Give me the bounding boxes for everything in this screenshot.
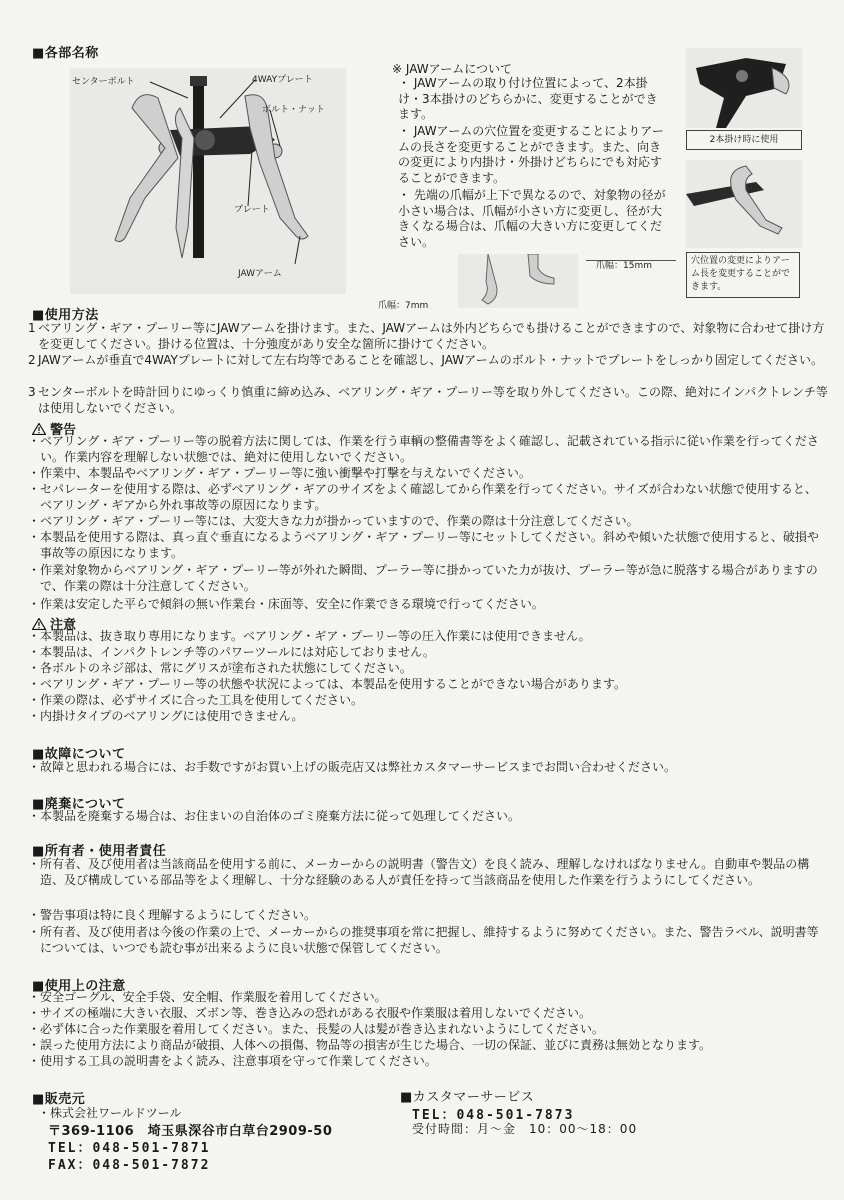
caution-item-text: 作業の際は、必ずサイズに合った工具を使用してください。 [40, 693, 364, 707]
caution-item-text: 各ボルトのネジ部は、常にグリスが塗布された状態にしてください。 [40, 661, 412, 675]
usage-section-title: ■ 使用方法 [32, 304, 99, 323]
usage-step-number: 2 [28, 353, 36, 367]
seller-company: ・株式会社ワールドツール [38, 1106, 182, 1120]
usage-note-item: ・ 必ず体に合った作業服を着用してください。また、長髪の人は髪が巻き込まれないようにしてください。 [28, 1022, 605, 1036]
usage-note-text: サイズの極端に大きい衣服、ズボン等、巻き込みの恐れがある衣服や作業服は着用しないでください。 [40, 1006, 592, 1020]
warning-item-text: 本製品を使用する際は、真っ直ぐ垂直になるようベアリング・ギア・プーリー等にセットしてください。斜めや傾いた状態で使用すると、破損や事故等の原因になります。 [40, 530, 819, 560]
usage-step [28, 385, 828, 416]
warning-item: ・ 本製品を使用する際は、真っ直ぐ垂直になるようベアリング・ギア・プーリー等にセットしてください。斜めや傾いた状態で使用すると、破損や事故等の原因になります。 [28, 530, 819, 560]
usage-note-text: 必ず体に合った作業服を着用してください。また、長髪の人は髪が巻き込まれないようにしてください。 [40, 1022, 605, 1036]
label-plate: プレート [234, 205, 270, 215]
caution-item: ・ 本製品は、抜き取り専用になります。ベアリング・ギア・プーリー等の圧入作業には使用できません。 [28, 629, 591, 643]
failure-section-title: ■ 故障について [32, 743, 126, 762]
caution-item: ・ 本製品は、インパクトレンチ等のパワーツールには対応しておりません。 [28, 645, 435, 659]
usage-note-item: ・ 使用する工具の説明書をよく読み、注意事項を守って作業してください。 [28, 1054, 437, 1068]
claw-width-photo [458, 254, 578, 308]
warning-item-text: 作業対象物からベアリング・ギア・プーリー等が外れた瞬間、プーラー等に掛かっていた力が抜け、プーラー等が急に脱落する場合がありますので、作業の際は十分注意してください。 [40, 563, 818, 593]
seller-address: 〒369-1106 埼玉県深谷市白草台2909-50 [48, 1124, 333, 1139]
disposal-section-title: ■ 廃棄について [32, 793, 126, 812]
hole-position-photo [686, 160, 802, 248]
seller-fax: FAX：048-501-7872 [48, 1158, 211, 1173]
caution-item: ・ 各ボルトのネジ部は、常にグリスが塗布された状態にしてください。 [28, 661, 412, 675]
customer-hours: 受付時間：月～金 10：00～18：00 [412, 1122, 638, 1136]
warning-item: ・ 作業対象物からベアリング・ギア・プーリー等が外れた瞬間、プーラー等に掛かっていた力が抜け、プーラー等が急に脱落する場合がありますので、作業の際は十分注意してください。 [28, 563, 818, 593]
caution-title: 注意 [50, 618, 77, 633]
warning-item: ・ セパレーターを使用する際は、必ずベアリング・ギアのサイズをよく確認してから作業を行ってください。サイズが合わない状態で使用すると、ベアリング・ギアから外れ事故等の原因になります。 [28, 482, 817, 512]
puller-diagram [70, 68, 346, 294]
usage-step [28, 353, 828, 369]
usage-step-number: 1 [28, 321, 36, 335]
warning-item: ・ 作業は安定した平らで傾斜の無い作業台・床面等、安全に作業できる環境で行ってください。 [28, 597, 544, 611]
usage-step-text: ベアリング・ギア・プーリー等にJAWアームを掛けます。また、JAWアームは外内どちらでも掛けることができますので、対象物に合わせて掛け方を変更してください。掛ける位置は、十分強度があり安全な箇所に掛けてください。 [38, 321, 825, 351]
warning-item-text: ベアリング・ギア・プーリー等には、大変大きな力が掛かっていますので、作業の際は十分注意してください。 [40, 514, 639, 528]
owner-item-text: 所有者、及び使用者は当該商品を使用する前に、メーカーからの説明書（警告文）を良く読み、理解しなければなりません。自動車や製品の構造、及び構成している部品等をよく理解し、十分な経験のある人が責任を持って当該商品を使用した作業を行うようにしてください。 [40, 857, 810, 887]
usage-step-text: JAWアームが垂直で4WAYプレートに対して左右均等であることを確認し、JAWアームのボルト・ナットでプレートをしっかり固定してください。 [38, 353, 824, 367]
usage-note-text: 安全ゴーグル、安全手袋、安全帽、作業服を着用してください。 [40, 990, 387, 1004]
disposal-item: ・ 本製品を廃棄する場合は、お住まいの自治体のゴミ廃棄方法に従って処理してください。 [28, 809, 521, 823]
usage-note-item: ・ サイズの極端に大きい衣服、ズボン等、巻き込みの恐れがある衣服や作業服は着用しないでください。 [28, 1006, 592, 1020]
two-hook-photo [686, 48, 802, 128]
two-hook-caption: 2本掛け時に使用 [686, 130, 802, 150]
failure-item: ・ 故障と思われる場合には、お手数ですがお買い上げの販売店又は弊社カスタマーサービスまでお問い合わせください。 [28, 760, 677, 774]
disposal-item-text: 本製品を廃棄する場合は、お住まいの自治体のゴミ廃棄方法に従って処理してください。 [40, 809, 521, 823]
caution-item-text: 内掛けタイプのベアリングには使用できません。 [40, 709, 304, 723]
usage-note-text: 使用する工具の説明書をよく読み、注意事項を守って作業してください。 [40, 1054, 437, 1068]
label-bolt-nut: ボルト・ナット [262, 105, 325, 115]
seller-tel: TEL：048-501-7871 [48, 1141, 211, 1156]
hole-position-caption: 穴位置の変更によりアーム長を変更することができます。 [686, 252, 800, 298]
usage-note-item: ・ 安全ゴーグル、安全手袋、安全帽、作業服を着用してください。 [28, 990, 387, 1004]
owner-section-title: ■ 所有者・使用者責任 [32, 840, 166, 859]
caution-item: ・ ベアリング・ギア・プーリー等の状態や状況によっては、本製品を使用することができない場合があります。 [28, 677, 626, 691]
usage-notes-section-title: ■ 使用上の注意 [32, 975, 126, 994]
owner-item: ・ 所有者、及び使用者は当該商品を使用する前に、メーカーからの説明書（警告文）を良く読み、理解しなければなりません。自動車や製品の構造、及び構成している部品等をよく理解し、十分な経験のある人が責任を持って当該商品を使用した作業を行うようにしてください。 [28, 857, 810, 887]
warning-item: ・ ベアリング・ギア・プーリー等には、大変大きな力が掛かっていますので、作業の際は十分注意してください。 [28, 514, 639, 528]
label-jaw-arm: JAWアーム [238, 269, 282, 279]
caution-item-text: 本製品は、インパクトレンチ等のパワーツールには対応しておりません。 [40, 645, 435, 659]
failure-item-text: 故障と思われる場合には、お手数ですがお買い上げの販売店又は弊社カスタマーサービスまでお問い合わせください。 [40, 760, 677, 774]
usage-note-item: ・ 誤った使用方法により商品が破損、人体への損傷、物品等の損害が生じた場合、一切の保証、並びに責務は無効となります。 [28, 1038, 712, 1052]
usage-note-text: 誤った使用方法により商品が破損、人体への損傷、物品等の損害が生じた場合、一切の保証、並びに責務は無効となります。 [40, 1038, 712, 1052]
usage-step-text: センターボルトを時計回りにゆっくり慎重に締め込み、ベアリング・ギア・プーリー等を取り外してください。この際、絶対にインパクトレンチ等は使用しないでください。 [38, 385, 828, 415]
jaw-note-title: ※ JAWアームについて [392, 62, 513, 76]
caution-item-text: 本製品は、抜き取り専用になります。ベアリング・ギア・プーリー等の圧入作業には使用できません。 [40, 629, 591, 643]
claw-illustration [458, 254, 578, 308]
warning-item-text: 作業中、本製品やベアリング・ギア・プーリー等に強い衝撃や打撃を与えないでください。 [40, 466, 531, 480]
claw-7-label: 爪幅：7mm [378, 301, 429, 311]
seller-section-title: ■ 販売元 [32, 1088, 85, 1107]
jaw-note-item: ・ JAWアームの穴位置を変更することによりアームの長さを変更することができます。また、向きの変更により内掛け・外掛けどちらにでも対応することができます。 [398, 124, 664, 185]
owner-item: ・ 所有者、及び使用者は今後の作業の上で、メーカーからの推奨事項を常に把握し、維持するように努めてください。また、警告ラベル、説明書等については、いつでも読む事が出来るように良い状態で保管してください。 [28, 925, 819, 955]
caution-item: ・ 作業の際は、必ずサイズに合った工具を使用してください。 [28, 693, 364, 707]
customer-section-title: ■ カスタマーサービス [400, 1086, 534, 1105]
warning-item: ・ 作業中、本製品やベアリング・ギア・プーリー等に強い衝撃や打撃を与えないでください。 [28, 466, 531, 480]
jaw-note-item: ・ JAWアームの取り付け位置によって、2本掛け・3本掛けのどちらかに、変更することができます。 [398, 76, 658, 121]
warning-title: 警告 [50, 423, 77, 438]
jaw-note-item: ・ 先端の爪幅が上下で異なるので、対象物の径が小さい場合は、爪幅が小さい方に変更し、径が大きくなる場合は、爪幅の大きい方に変更してください。 [398, 188, 666, 249]
label-center-bolt: センターボルト [72, 77, 135, 87]
warning-item-text: 作業は安定した平らで傾斜の無い作業台・床面等、安全に作業できる環境で行ってください。 [40, 597, 544, 611]
customer-tel: TEL：048-501-7873 [412, 1108, 575, 1123]
warning-item: ・ ベアリング・ギア・プーリー等の脱着方法に関しては、作業を行う車輌の整備書等をよく確認し、記載されている指示に従い作業を行ってください。作業内容を理解しない状態では、絶対に使用しないでください。 [28, 434, 819, 464]
usage-step [28, 321, 828, 352]
warning-item-text: ベアリング・ギア・プーリー等の脱着方法に関しては、作業を行う車輌の整備書等をよく確認し、記載されている指示に従い作業を行ってください。作業内容を理解しない状態では、絶対に使用しないでください。 [40, 434, 819, 464]
caution-item: ・ 内掛けタイプのベアリングには使用できません。 [28, 709, 304, 723]
two-hook-illustration [686, 48, 802, 128]
claw-15-label: 爪幅：15mm [596, 261, 652, 271]
parts-section-title: ■ 各部名称 [32, 42, 99, 61]
owner-item-text: 警告事項は特に良く理解するようにしてください。 [40, 908, 317, 922]
hole-position-illustration [686, 160, 802, 248]
caution-item-text: ベアリング・ギア・プーリー等の状態や状況によっては、本製品を使用することができない場合があります。 [40, 677, 626, 691]
owner-item: ・ 警告事項は特に良く理解するようにしてください。 [28, 908, 317, 922]
label-4way-plate: 4WAYプレート [252, 75, 313, 85]
seller-company-name: 株式会社ワールドツール [50, 1106, 182, 1120]
warning-item-text: セパレーターを使用する際は、必ずベアリング・ギアのサイズをよく確認してから作業を行ってください。サイズが合わない状態で使用すると、ベアリング・ギアから外れ事故等の原因になります。 [40, 482, 817, 512]
usage-step-number: 3 [28, 385, 36, 399]
owner-item-text: 所有者、及び使用者は今後の作業の上で、メーカーからの推奨事項を常に把握し、維持するように努めてください。また、警告ラベル、説明書等については、いつでも読む事が出来るように良い状態で保管してください。 [40, 925, 819, 955]
